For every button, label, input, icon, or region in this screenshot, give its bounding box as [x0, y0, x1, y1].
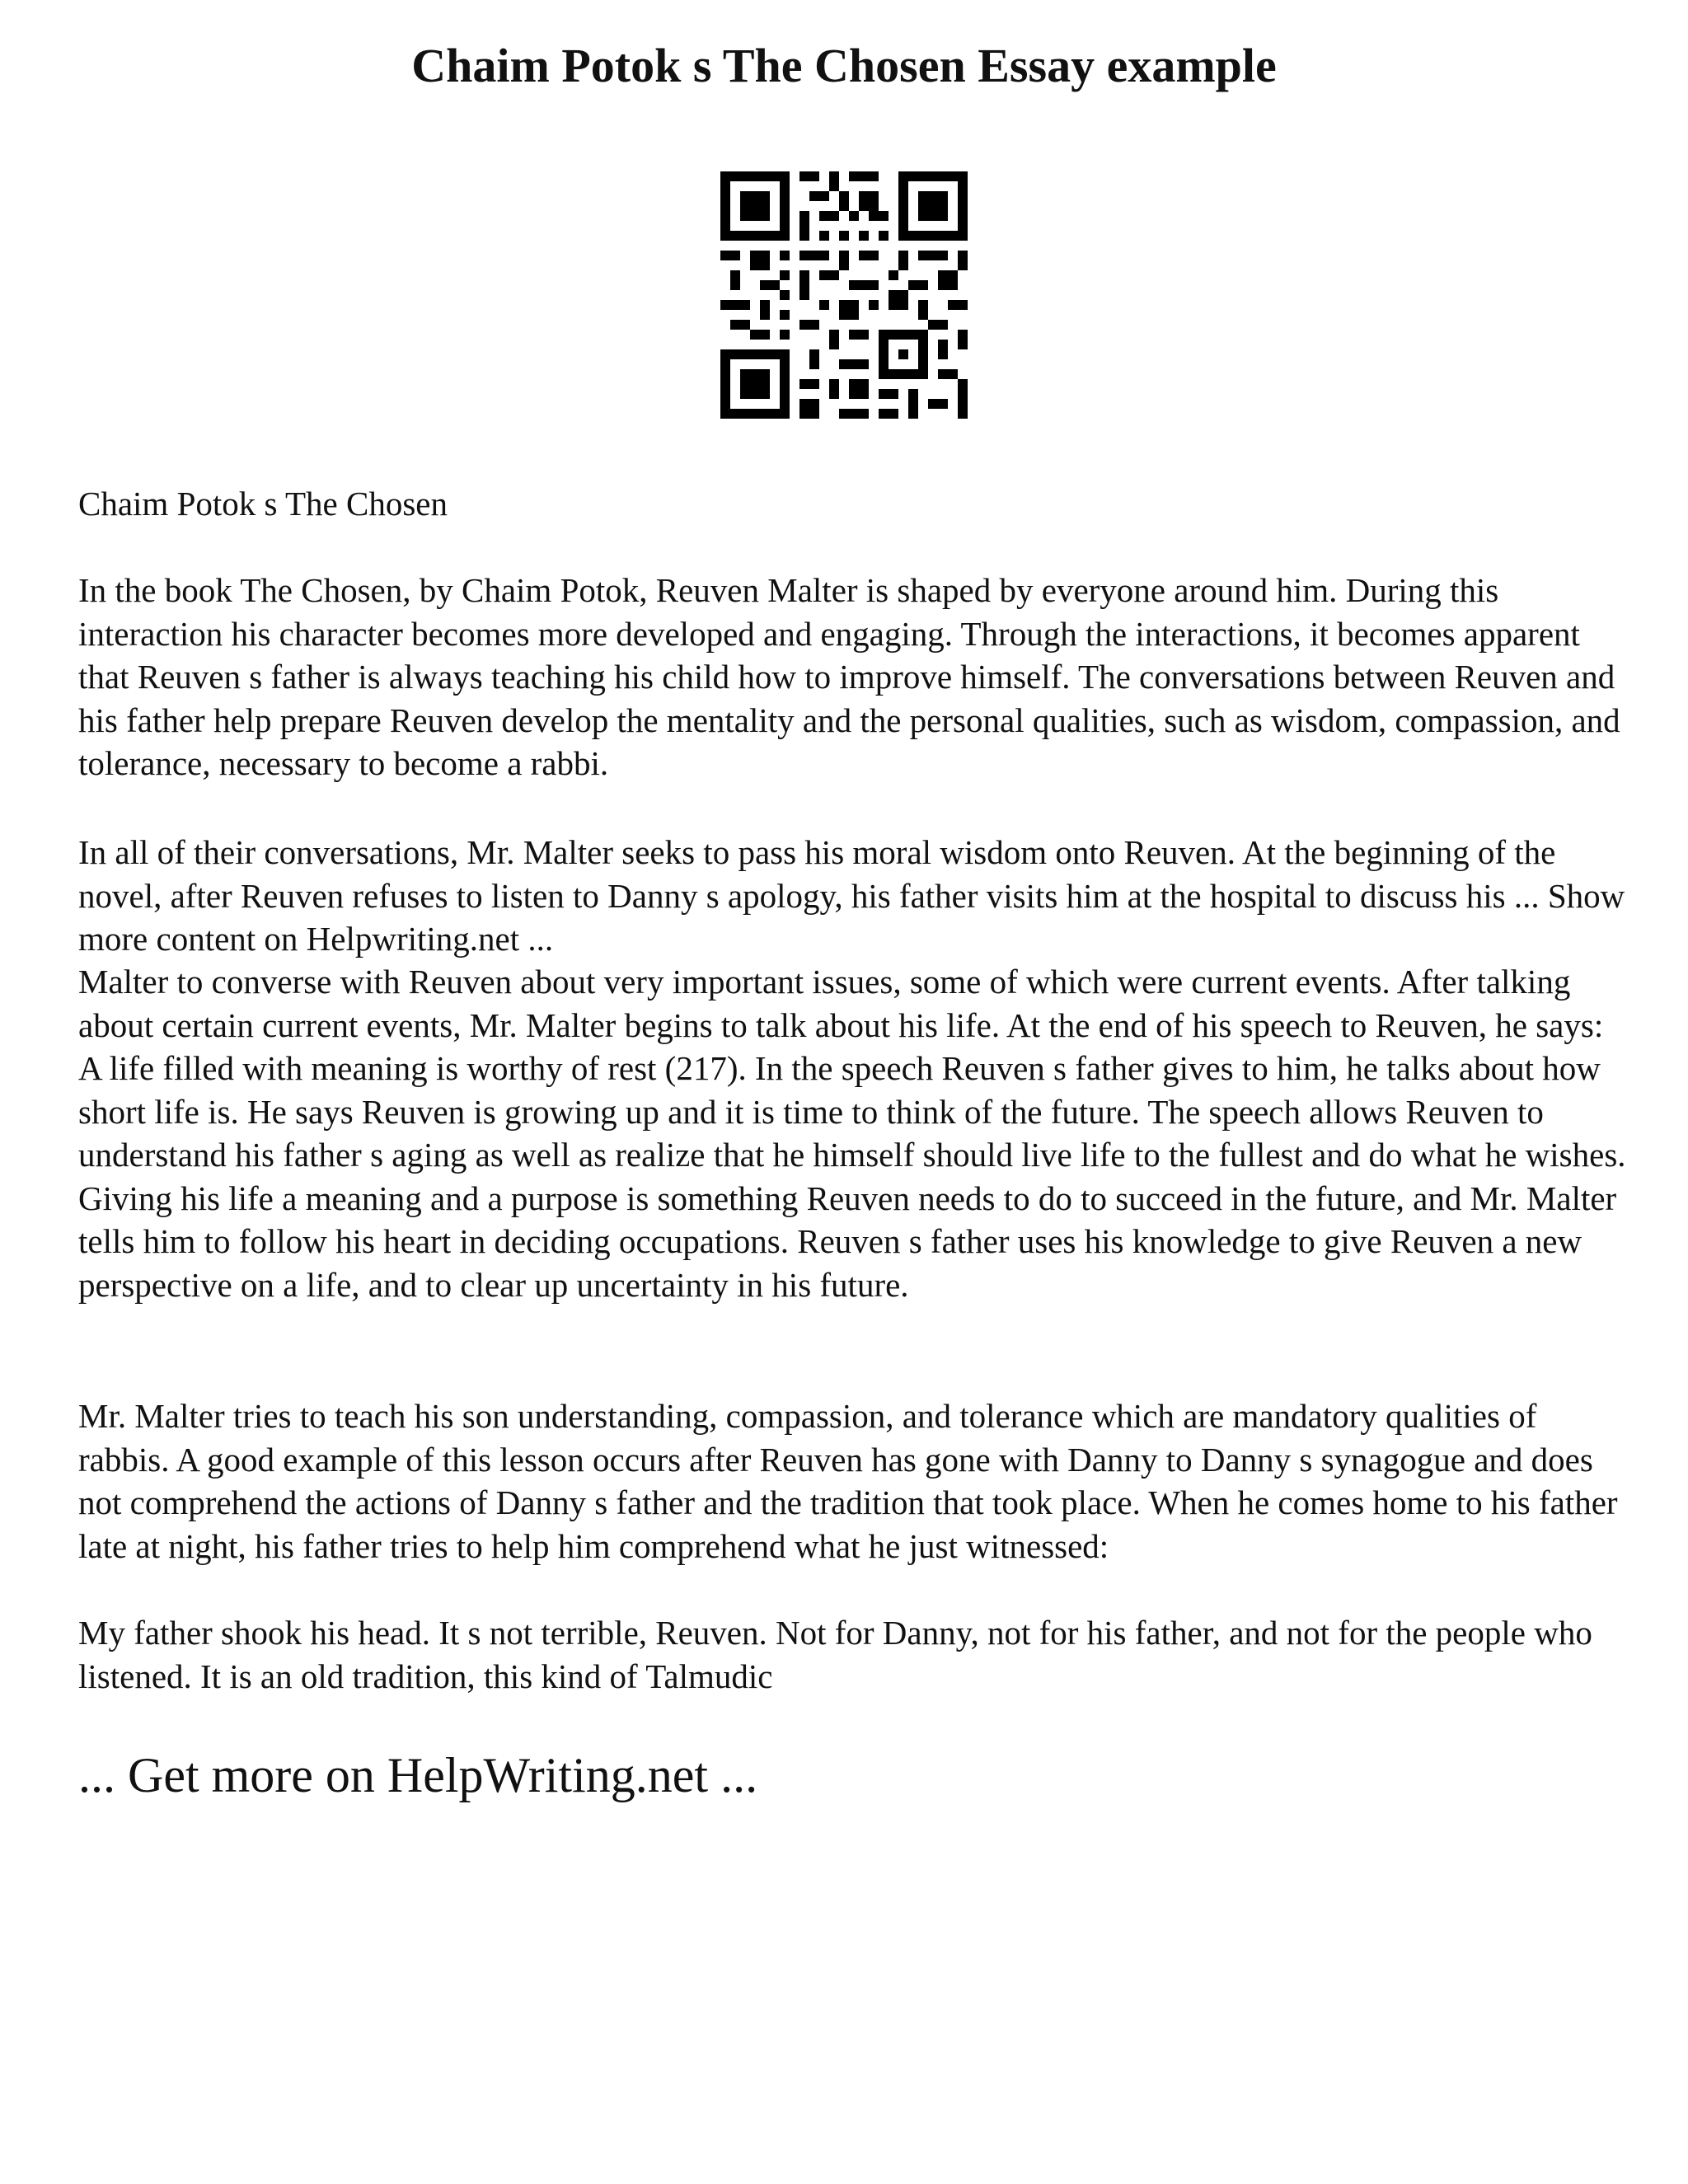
paragraph: In all of their conversations, Mr. Malter seeks to pass his moral wisdom onto Reuven. At the beginning of the novel, after Reuven refuses to listen to Danny s apology, his father visits him at the hospital to discuss his ... Show more content on Helpwriting.net ... [78, 833, 1625, 958]
document-title: Chaim Potok s The Chosen Essay example [411, 39, 1277, 92]
get-more-link[interactable]: ... Get more on HelpWriting.net ... [78, 1748, 758, 1802]
paragraph: My father shook his head. It s not terrible, Reuven. Not for Danny, not for his father, and not for the people who listened. It is an old tradition, this kind of Talmudic [78, 1614, 1592, 1695]
paragraph: In the book The Chosen, by Chaim Potok, Reuven Malter is shaped by everyone around him. During this interaction his character becomes more developed and engaging. Through the interactions, it becomes apparent that Reuven s father is always teaching his child how to improve himself. The conversations between Reuven and his father help prepare Reuven develop the mentality and the personal qualities, such as wisdom, compassion, and tolerance, necessary to become a rabbi. [78, 571, 1620, 782]
qr-code-icon [720, 171, 968, 419]
paragraph: Mr. Malter tries to teach his son understanding, compassion, and tolerance which are mandatory qualities of rabbis. A good example of this lesson occurs after Reuven has gone with Danny to Danny s synagogue and does not comprehend the actions of Danny s father and the tradition that took place. When he comes home to his father late at night, his father tries to help him comprehend what he just witnessed: [78, 1397, 1618, 1565]
paragraph: Malter to converse with Reuven about very important issues, some of which were current events. After talking about certain current events, Mr. Malter begins to talk about his life. At the end of his speech to Reuven, he says: A life filled with meaning is worthy of rest (217). In the speech Reuven s father gives to him, he talks about how short life is. He says Reuven is growing up and it is time to think of the future. The speech allows Reuven to understand his father s aging as well as realize that he himself should live life to the fullest and do what he wishes. Giving his life a meaning and a purpose is something Reuven needs to do to succeed in the future, and Mr. Malter tells him to follow his heart in deciding occupations. Reuven s father uses his knowledge to give Reuven a new perspective on a life, and to clear up uncertainty in his future. [78, 963, 1626, 1304]
essay-subtitle: Chaim Potok s The Chosen [78, 485, 448, 523]
